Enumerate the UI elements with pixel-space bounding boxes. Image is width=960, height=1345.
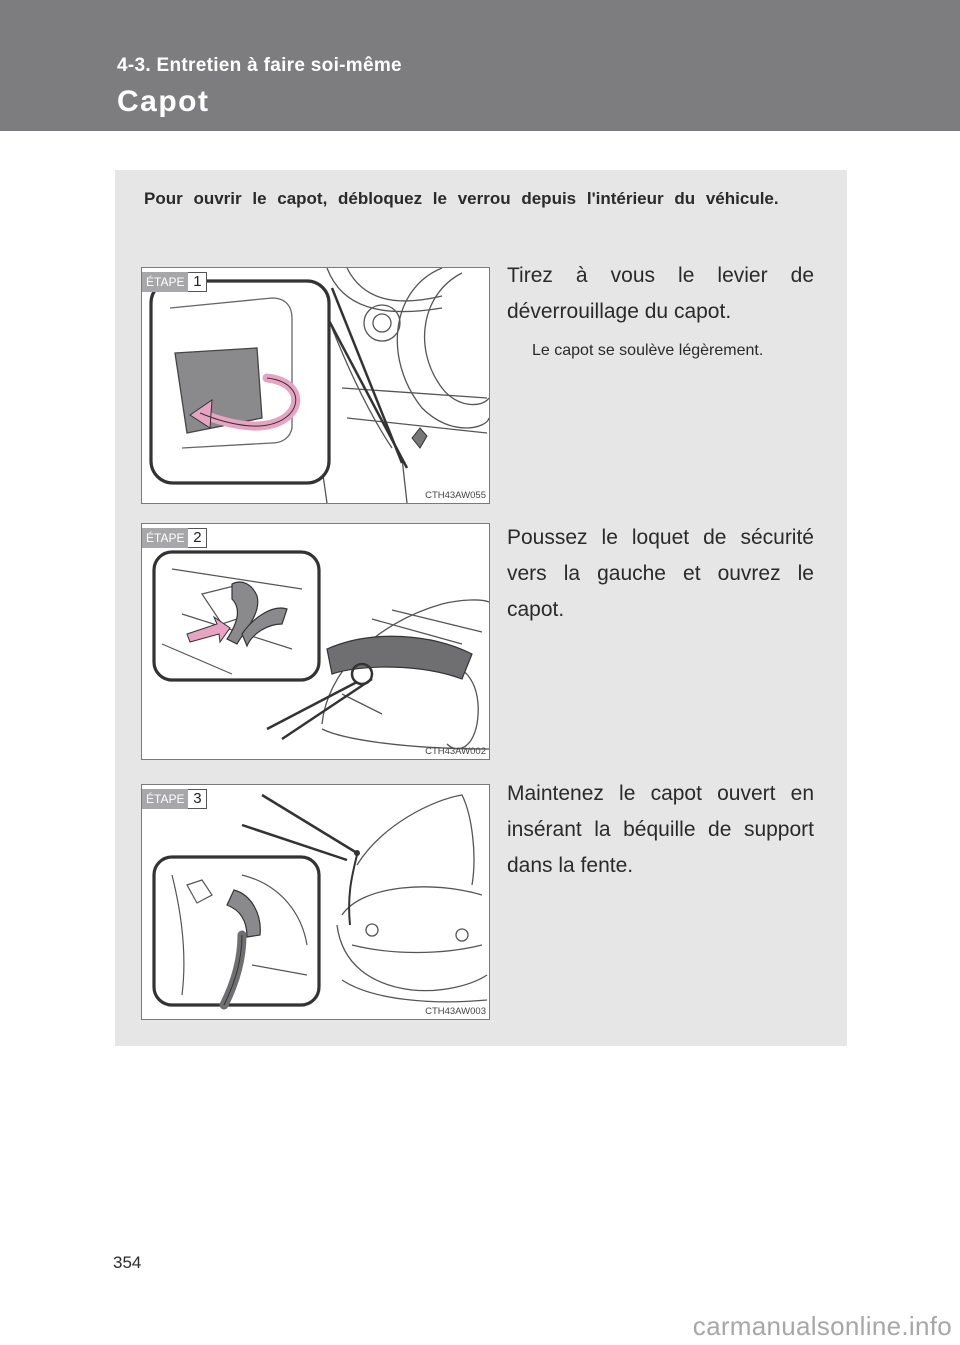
step-2-text: Poussez le loquet de sécurité vers la gauche et ouvrez le capot. bbox=[507, 526, 814, 621]
step-3-text: Maintenez le capot ouvert en insérant la béquille de support dans la fente. bbox=[507, 782, 814, 877]
step-number: 3 bbox=[188, 789, 207, 809]
step-2-badge bbox=[142, 528, 207, 548]
page-number: 354 bbox=[113, 1253, 142, 1272]
page-header bbox=[0, 0, 960, 131]
step-label: ÉTAPE bbox=[142, 272, 188, 292]
hood-support-rod-illustration bbox=[142, 785, 489, 1019]
figure-code: CTH43AW002 bbox=[425, 746, 486, 757]
step-number: 2 bbox=[188, 528, 207, 548]
step-1-note: Le capot se soulève légèrement. bbox=[532, 342, 764, 359]
step-1-figure bbox=[141, 267, 490, 504]
figure-code: CTH43AW055 bbox=[425, 490, 486, 501]
intro-text: Pour ouvrir le capot, débloquez le verrou depuis l'intérieur du véhicule. bbox=[144, 189, 779, 208]
step-2-figure bbox=[141, 523, 490, 760]
step-1-badge bbox=[142, 272, 207, 292]
step-number: 1 bbox=[188, 272, 207, 292]
step-label: ÉTAPE bbox=[142, 789, 188, 809]
figure-code: CTH43AW003 bbox=[425, 1006, 486, 1017]
section-label: 4-3. Entretien à faire soi-même bbox=[117, 55, 402, 76]
step-3-badge bbox=[142, 789, 207, 809]
watermark: carmanualsonline.info bbox=[692, 1311, 952, 1341]
step-1-text: Tirez à vous le levier de déverrouillage du capot. bbox=[507, 264, 814, 323]
safety-catch-illustration bbox=[142, 524, 489, 759]
page-title: Capot bbox=[117, 85, 210, 118]
hood-release-lever-illustration bbox=[142, 268, 489, 503]
step-3-figure bbox=[141, 784, 490, 1020]
step-label: ÉTAPE bbox=[142, 528, 188, 548]
